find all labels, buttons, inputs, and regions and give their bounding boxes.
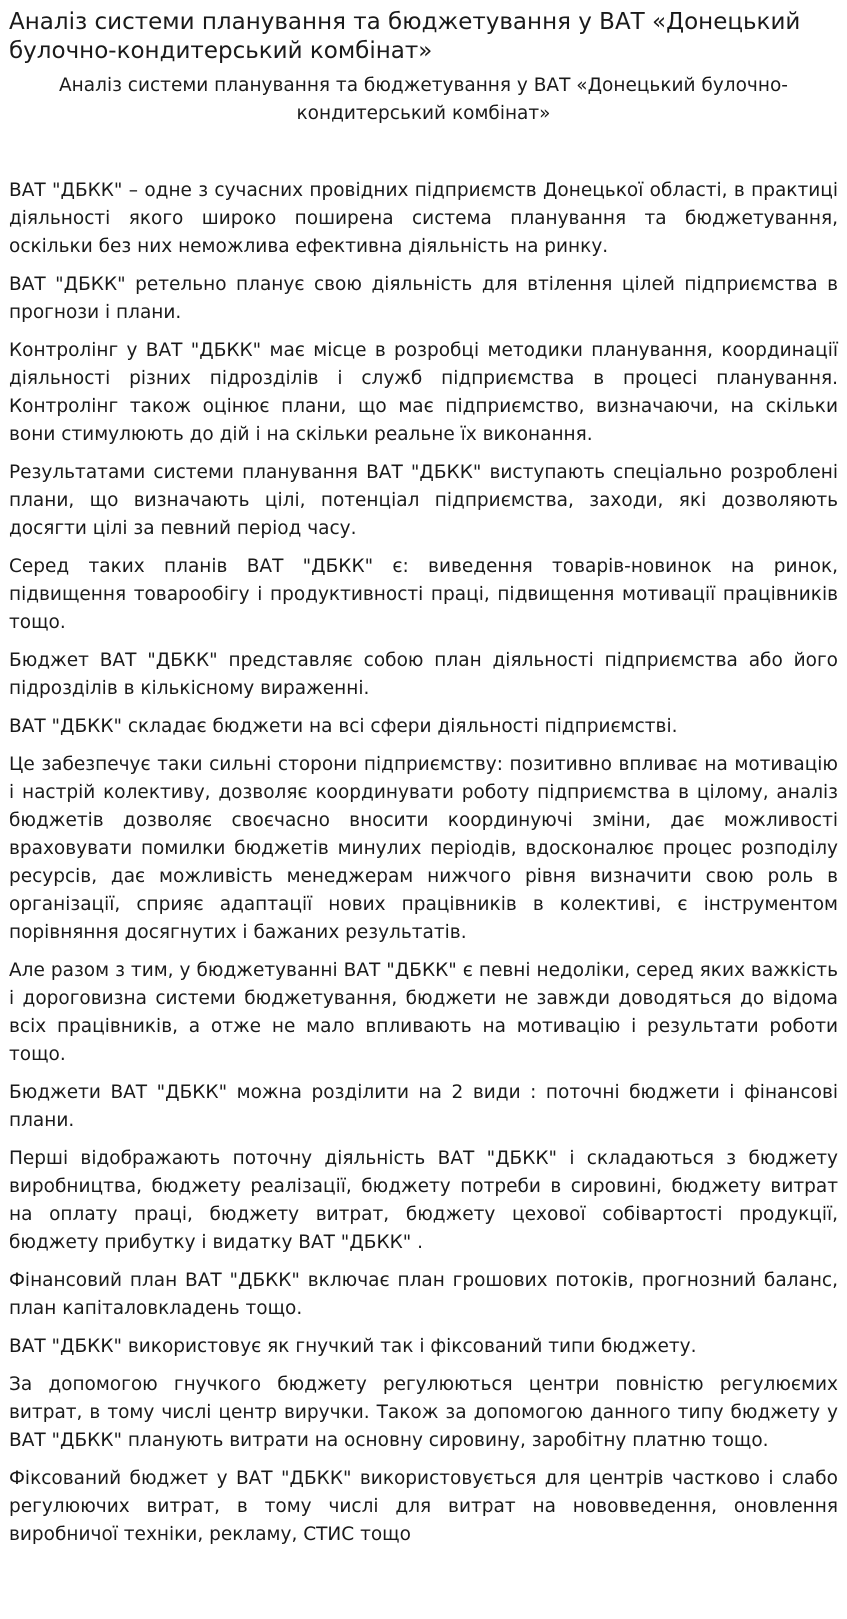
paragraph-15: Фіксований бюджет у ВАТ "ДБКК" використовується для центрів частково і слабо регулюючих витрат, в тому числі для витрат на нововведення, оновлення виробничої техніки, рекламу, СТИС тощо — [9, 1468, 838, 1545]
paragraph-8: Це забезпечує таки сильні сторони підприємству: позитивно впливає на мотивацію і настрій колективу, дозволяє координувати роботу підприємства в цілому, аналіз бюджетів дозволяє своєчасно вносити координуючі зміни, дає можливості враховувати помилки бюджетів минулих періодів, вдосконалює процес розподілу ресурсів, дає можливість менеджерам нижчого рівня визначити свою роль в організації, сприяє адаптації нових працівників в колективі, є інструментом порівняння досягнутих і бажаних результатів. — [9, 754, 838, 943]
paragraph-14: За допомогою гнучкого бюджету регулюються центри повністю регулюємих витрат, в тому числі центр виручки. Також за допомогою данного типу бюджету у ВАТ "ДБКК" планують витрати на основну сировину, заробітну платню тощо. — [9, 1374, 838, 1451]
paragraph-9: Але разом з тим, у бюджетуванні ВАТ "ДБКК" є певні недоліки, серед яких важкість і дороговизна системи бюджетування, бюджети не завжди доводяться до відома всіх працівників, а отже не мало впливають на мотивацію і результати роботи тощо. — [9, 960, 838, 1065]
paragraph-5: Серед таких планів ВАТ "ДБКК" є: виведення товарів-новинок на ринок, підвищення товарообігу і продуктивності праці, підвищення мотивації працівників тощо. — [9, 556, 838, 633]
paragraph-4: Результатами системи планування ВАТ "ДБКК" виступають спеціально розроблені плани, що визначають цілі, потенціал підприємства, заходи, які дозволяють досягти цілі за певний період часу. — [9, 462, 838, 539]
paragraph-3: Контролінг у ВАТ "ДБКК" має місце в розробці методики планування, координації діяльності різних підрозділів і служб підприємства в процесі планування. Контролінг також оцінює плани, що має підприємство, визначаючи, на скільки вони стимулюють до дій і на скільки реальне їх виконання. — [9, 340, 838, 445]
spacer — [9, 128, 838, 177]
paragraph-11: Перші відображають поточну діяльність ВАТ "ДБКК" і складаються з бюджету виробництва, бюджету реалізації, бюджету потреби в сировині, бюджету витрат на оплату праці, бюджету витрат, бюджету цехової собівартості продукції, бюджету прибутку і видатку ВАТ "ДБКК" . — [9, 1148, 838, 1253]
paragraph-7: ВАТ "ДБКК" складає бюджети на всі сфери діяльності підприємстві. — [9, 716, 678, 737]
article-subtitle: Аналіз системи планування та бюджетування у ВАТ «Донецький булочно-кондитерський комбінат» — [59, 75, 788, 124]
paragraph-13: ВАТ "ДБКК" використовує як гнучкий так і фіксований типи бюджету. — [9, 1336, 697, 1357]
page-title: Аналіз системи планування та бюджетування у ВАТ «Донецький булочно-кондитерський комбінат» — [9, 9, 801, 64]
paragraph-12: Фінансовий план ВАТ "ДБКК" включає план грошових потоків, прогнозний баланс, план капіталовкладень тощо. — [9, 1270, 838, 1319]
paragraph-10: Бюджети ВАТ "ДБКК" можна розділити на 2 види : поточні бюджети і фінансові плани. — [9, 1082, 838, 1131]
paragraph-6: Бюджет ВАТ "ДБКК" представляє собою план діяльності підприємства або його підрозділів в кількісному вираженні. — [9, 650, 838, 699]
paragraph-1: ВАТ "ДБКК" – одне з сучасних провідних підприємств Донецької області, в практиці діяльності якого широко поширена система планування та бюджетування, оскільки без них неможлива ефективна діяльність на ринку. — [9, 180, 838, 257]
paragraph-2: ВАТ "ДБКК" ретельно планує свою діяльність для втілення цілей підприємства в прогнози і плани. — [9, 274, 838, 323]
